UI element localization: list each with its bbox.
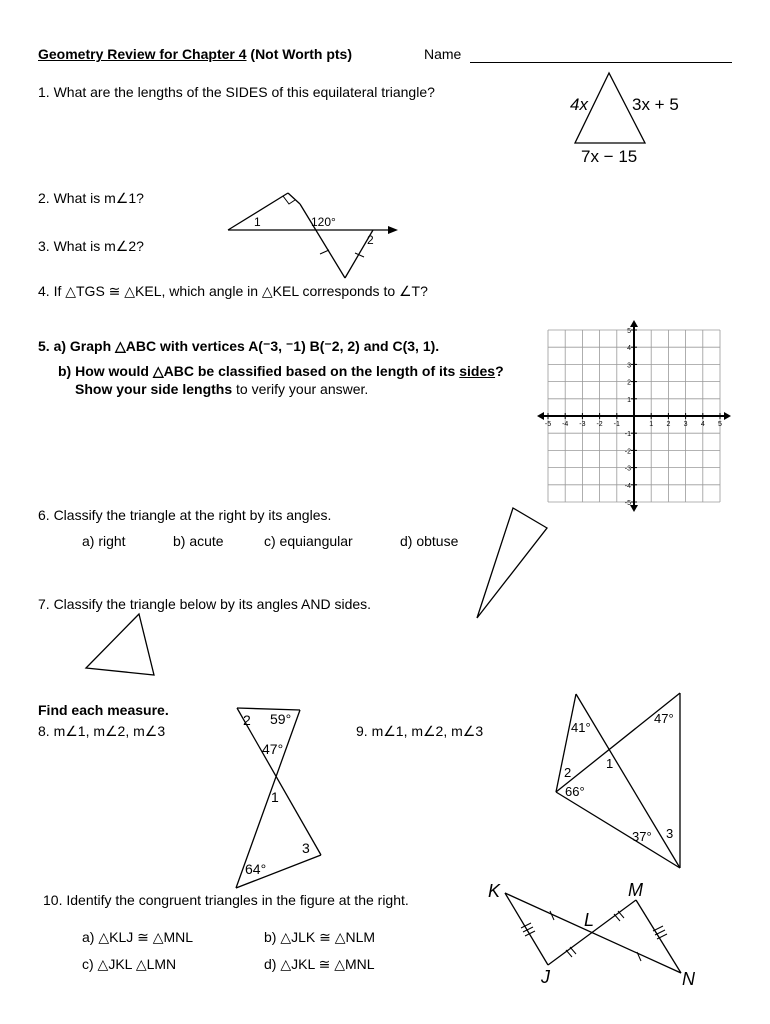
x-tick-label: -4 [562, 421, 569, 428]
worksheet-title: Geometry Review for Chapter 4 [38, 46, 247, 62]
x-tick-label: -1 [613, 421, 620, 428]
q2-angle-figure [228, 193, 398, 278]
q9-label-66: 66° [565, 784, 585, 799]
find-each-heading: Find each measure. [38, 702, 169, 718]
q10-vertex-N: N [682, 969, 695, 989]
x-tick-label: -3 [579, 421, 586, 428]
question-10: 10. Identify the congruent triangles in the figure at the right. [43, 892, 409, 908]
q1-side-bottom-label: 7x − 15 [581, 147, 638, 166]
q10-vertex-K: K [488, 881, 501, 901]
x-tick-label: 4 [700, 421, 705, 428]
q8-label-47: 47° [262, 741, 284, 757]
q6-triangle [477, 508, 547, 618]
y-tick-label: -5 [624, 500, 631, 507]
question-5c-rest: to verify your answer. [232, 381, 369, 397]
q10-vertex-M: M [628, 880, 643, 900]
question-5b-underlined: sides [459, 363, 496, 379]
question-6: 6. Classify the triangle at the right by its angles. [38, 507, 332, 523]
y-axis-arrow-down [630, 505, 638, 512]
question-5b-end: ? [495, 363, 504, 379]
worksheet-title-suffix: (Not Worth pts) [246, 46, 353, 62]
y-tick-label: -2 [624, 448, 631, 456]
q10-choice-c: c) △JKL △LMN [82, 956, 177, 972]
q2-angle-120-label: 120° [311, 215, 336, 229]
x-tick-label: 1 [649, 421, 654, 428]
y-tick-label: -4 [624, 482, 631, 490]
x-tick-label: -5 [544, 421, 552, 428]
q8-label-2: 2 [243, 712, 251, 728]
question-5b-text: b) How would △ABC be classified based on the length of its [58, 363, 460, 379]
q6-choice-d: d) obtuse [400, 533, 459, 549]
y-tick-label: 1 [627, 396, 631, 404]
question-7: 7. Classify the triangle below by its angles AND sides. [38, 596, 372, 612]
q10-choice-a: a) △KLJ ≅ △MNL [82, 929, 194, 945]
q10-vertex-J: J [541, 967, 550, 987]
q8-label-64: 64° [245, 861, 267, 877]
x-tick-label: 2 [666, 421, 671, 428]
y-tick-label: 2 [627, 379, 631, 387]
question-3: 3. What is m∠2? [38, 238, 144, 254]
y-tick-label: 3 [627, 362, 631, 370]
q9-label-3: 3 [666, 826, 674, 841]
q5-coordinate-grid [537, 320, 731, 512]
y-tick-label: -1 [624, 431, 631, 439]
q7-triangle [86, 614, 154, 675]
x-axis-arrow-right [724, 412, 731, 420]
q10-vertex-L: L [584, 910, 595, 930]
name-label: Name [424, 46, 462, 62]
x-tick-label: 5 [718, 421, 722, 428]
x-tick-label: 3 [683, 421, 688, 428]
q8-label-59: 59° [270, 711, 292, 727]
q1-side-right-label: 3x + 5 [632, 95, 679, 114]
q9-label-1: 1 [606, 756, 614, 771]
y-tick-label: 4 [627, 345, 631, 353]
q6-choice-b: b) acute [173, 533, 224, 549]
question-1: 1. What are the lengths of the SIDES of this equilateral triangle? [38, 84, 435, 100]
q1-side-left-label: 4x [570, 95, 588, 114]
q9-label-47: 47° [654, 711, 674, 726]
question-5c-bold: Show your side lengths [75, 381, 233, 397]
q9-label-2: 2 [564, 765, 572, 780]
x-axis-arrow-left [537, 412, 544, 420]
y-tick-label: -3 [624, 465, 631, 473]
q9-triangle-figure [556, 693, 680, 868]
x-tick-label: -2 [596, 421, 603, 428]
y-tick-label: 5 [627, 328, 631, 335]
question-2: 2. What is m∠1? [38, 190, 144, 206]
q2-angle-1-label: 1 [254, 215, 261, 229]
q10-choice-b: b) △JLK ≅ △NLM [264, 929, 376, 945]
q6-choice-c: c) equiangular [264, 533, 353, 549]
question-9: 9. m∠1, m∠2, m∠3 [356, 723, 484, 739]
q6-choice-a: a) right [82, 533, 126, 549]
q10-choice-d: d) △JKL ≅ △MNL [264, 956, 375, 972]
question-4: 4. If △TGS ≅ △KEL, which angle in △KEL corresponds to ∠T? [38, 283, 428, 299]
question-8: 8. m∠1, m∠2, m∠3 [38, 723, 166, 739]
question-5a: 5. a) Graph △ABC with vertices A(⁻3, ⁻1) B(⁻2, 2) and C(3, 1). [38, 338, 440, 354]
q9-label-37: 37° [632, 829, 652, 844]
q1-equilateral-triangle [570, 73, 679, 166]
q9-label-41: 41° [571, 720, 591, 735]
q8-bowtie-figure [236, 708, 321, 888]
q8-label-1: 1 [271, 789, 279, 805]
q10-congruent-figure [488, 880, 696, 989]
y-axis-arrow-up [630, 320, 638, 327]
q2-angle-2-label: 2 [367, 233, 374, 247]
q8-label-3: 3 [302, 840, 310, 856]
